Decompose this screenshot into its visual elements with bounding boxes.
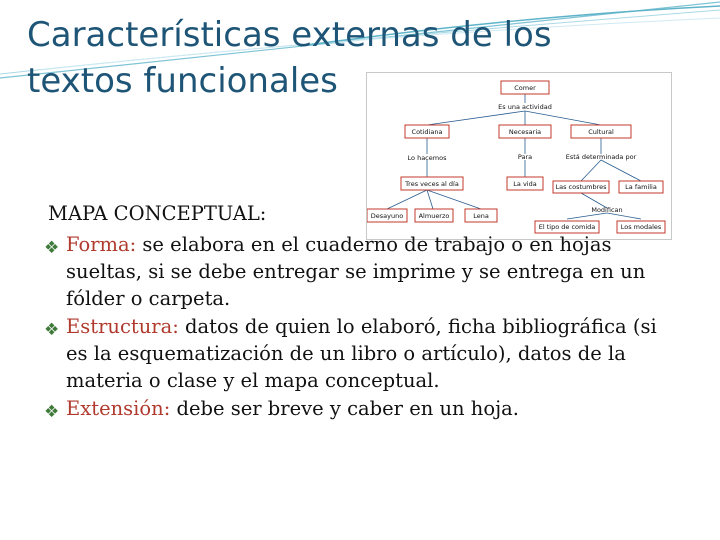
slide-title: Características externas de los textos funcionales [27, 15, 552, 101]
node-la-familia [619, 181, 663, 193]
list-item-estructura [44, 313, 684, 394]
item-text: debe ser breve y caber en un hoja. [170, 397, 519, 420]
node-cultural [571, 125, 631, 138]
node-las-costumbres [553, 181, 609, 193]
label-para: Para [517, 153, 533, 161]
diamond-bullet-icon: ❖ [44, 238, 60, 258]
heading-label: MAPA CONCEPTUAL: [48, 202, 267, 225]
svg-text:Cultural: Cultural [588, 128, 614, 136]
label-lo-hacemos: Lo hacemos [407, 154, 447, 162]
item-text: se elabora en el cuaderno de trabajo o en hojas sueltas, si se debe entregar se imprime y se entrega en un fólder o carpeta. [66, 233, 646, 310]
item-key: Extensión: [66, 397, 171, 420]
svg-text:Desayuno: Desayuno [370, 212, 404, 220]
svg-text:Cotidiana: Cotidiana [411, 128, 443, 136]
node-tres-veces [401, 177, 463, 190]
svg-text:Necesaria: Necesaria [508, 128, 542, 136]
list-item-forma [44, 231, 684, 312]
diamond-bullet-icon: ❖ [44, 402, 60, 422]
heading-line [44, 200, 684, 230]
item-key: Estructura: [66, 315, 179, 338]
label-es-una-actividad: Es una actividad [498, 103, 552, 111]
item-key: Forma: [66, 233, 137, 256]
svg-text:La familia: La familia [625, 183, 657, 191]
label-modifican: Modifican [591, 206, 623, 214]
label-esta-determinada-por: Está determinada por [565, 153, 637, 161]
node-la-vida [507, 177, 543, 190]
node-comer [501, 81, 549, 94]
svg-text:Almuerzo: Almuerzo [418, 212, 450, 220]
diamond-bullet-icon: ❖ [44, 320, 60, 340]
svg-text:Comer: Comer [514, 84, 536, 92]
list-item-extension [44, 395, 684, 422]
svg-text:Lena: Lena [473, 212, 489, 220]
node-cotidiana [405, 125, 449, 138]
svg-text:Tres veces al día: Tres veces al día [405, 180, 459, 188]
slide-body [44, 200, 684, 422]
node-necesaria [499, 125, 551, 138]
svg-text:Las costumbres: Las costumbres [555, 183, 607, 191]
item-text: datos de quien lo elaboró, ficha bibliográfica (si es la esquematización de un libro o artículo), datos de la materia o clase y el mapa conceptual. [66, 315, 657, 392]
svg-text:Los modales: Los modales [620, 223, 662, 231]
svg-text:El tipo de comida: El tipo de comida [538, 223, 596, 231]
svg-text:La vida: La vida [513, 180, 537, 188]
